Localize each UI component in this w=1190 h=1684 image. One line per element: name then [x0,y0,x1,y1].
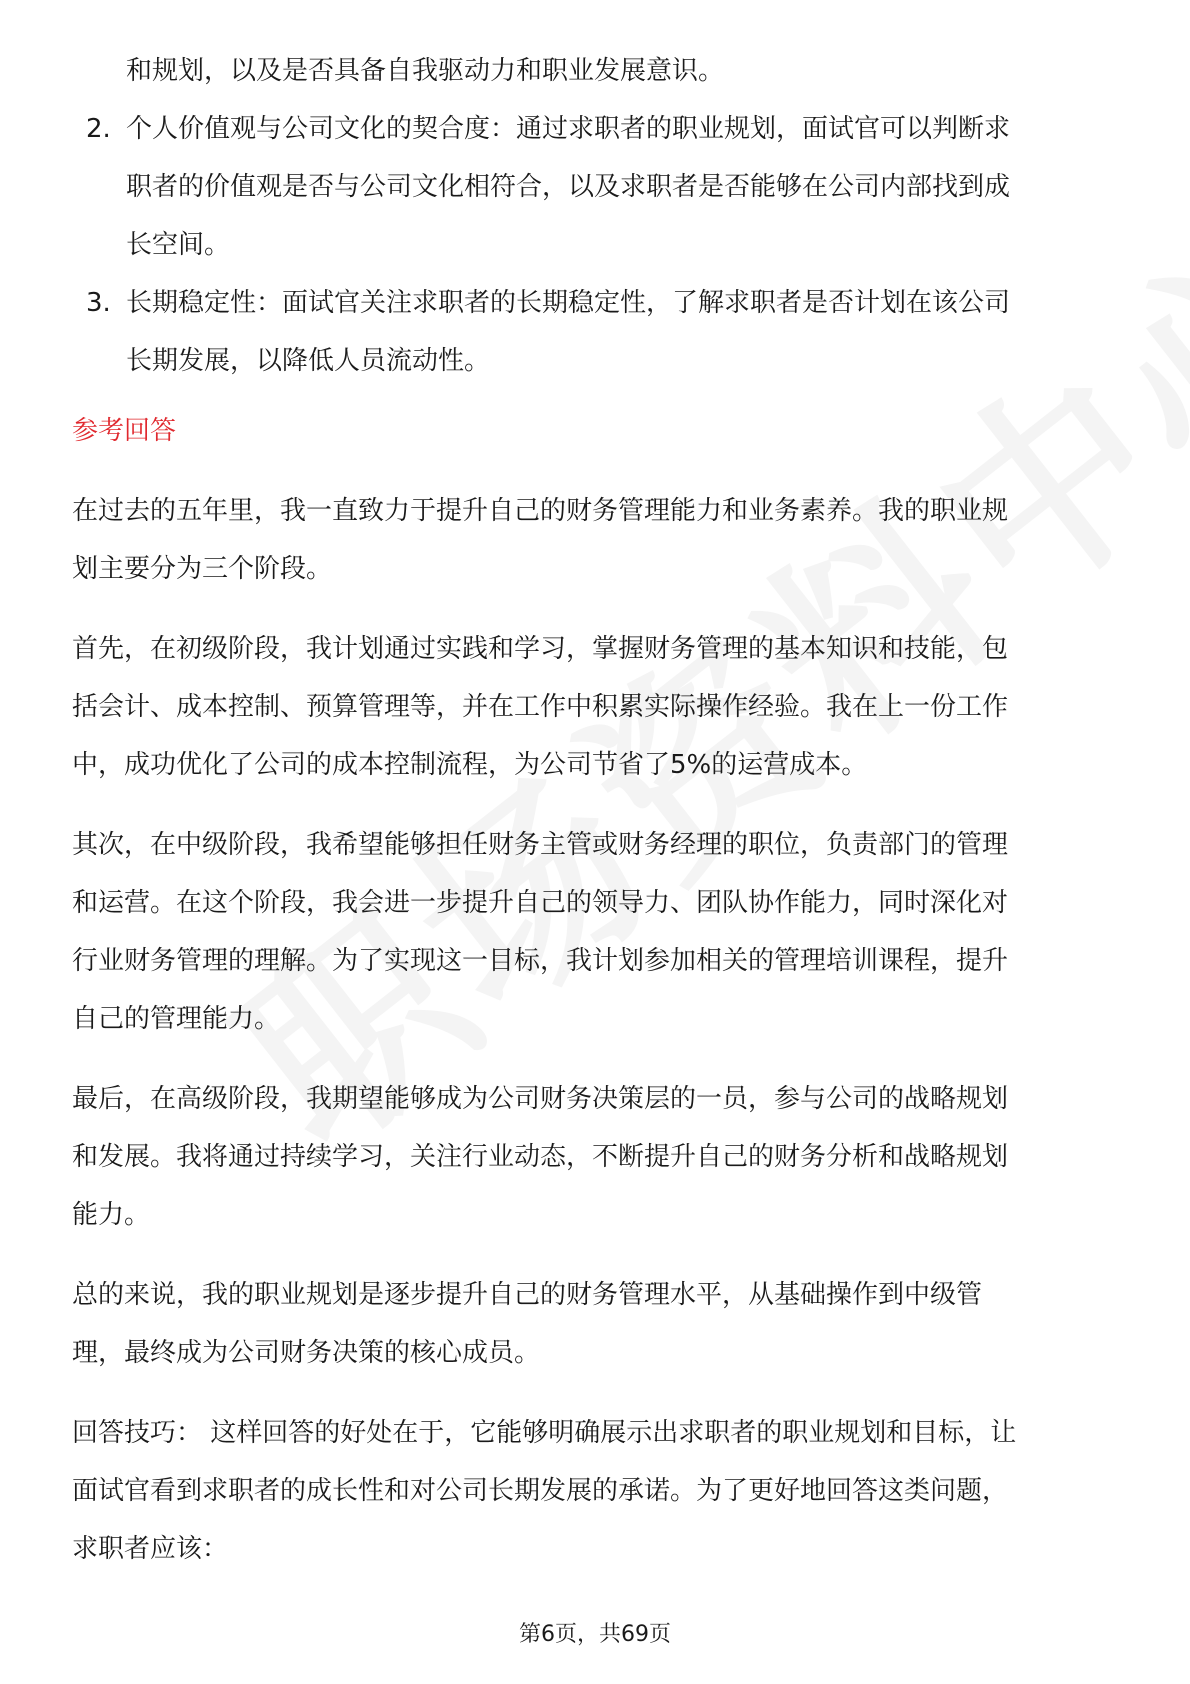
paragraph-first-stage [72,620,1122,794]
section-heading: 参考回答 [72,416,177,446]
list-item-2 [72,100,1122,274]
list-item-3 [72,274,1122,390]
paragraph-line: 能力。 [72,1200,151,1230]
paragraph-line: 面试官看到求职者的成长性和对公司长期发展的承诺。为了更好地回答这类问题， [72,1476,1009,1506]
paragraph-second-stage [72,816,1122,1048]
paragraph-line: 其次，在中级阶段，我希望能够担任财务主管或财务经理的职位，负责部门的管理 [72,830,1009,860]
paragraph-line: 在过去的五年里，我一直致力于提升自己的财务管理能力和业务素养。我的职业规 [72,496,1009,526]
paragraph-line: 自己的管理能力。 [72,1004,281,1034]
paragraph-line: 总的来说，我的职业规划是逐步提升自己的财务管理水平，从基础操作到中级管 [72,1280,983,1310]
paragraph-line: 求职者应该： [72,1534,229,1564]
paragraph-line: 括会计、成本控制、预算管理等，并在工作中积累实际操作经验。我在上一份工作 [72,692,1009,722]
paragraph-summary [72,1266,1122,1382]
list-item-line: 个人价值观与公司文化的契合度：通过求职者的职业规划，面试官可以判断求 [126,114,1011,144]
list-number: 2. [86,114,111,144]
paragraph-line: 行业财务管理的理解。为了实现这一目标，我计划参加相关的管理培训课程，提升 [72,946,1009,976]
paragraph-third-stage [72,1070,1122,1244]
paragraph-line: 回答技巧： 这样回答的好处在于，它能够明确展示出求职者的职业规划和目标，让 [72,1418,1017,1448]
page-content [72,42,1122,1578]
list-item-line: 长期稳定性：面试官关注求职者的长期稳定性，了解求职者是否计划在该公司 [126,288,1011,318]
intro-continuation: 和规划，以及是否具备自我驱动力和职业发展意识。 [126,56,725,86]
list-number: 3. [86,288,111,318]
paragraph-line: 最后，在高级阶段，我期望能够成为公司财务决策层的一员，参与公司的战略规划 [72,1084,1009,1114]
paragraph-line: 和运营。在这个阶段，我会进一步提升自己的领导力、团队协作能力，同时深化对 [72,888,1009,918]
paragraph-line: 首先，在初级阶段，我计划通过实践和学习，掌握财务管理的基本知识和技能，包 [72,634,1009,664]
paragraph-intro [72,482,1122,598]
numbered-list [72,100,1122,390]
paragraph-tips [72,1404,1122,1578]
page-footer: 第6页，共69页 [519,1622,671,1647]
paragraph-line: 划主要分为三个阶段。 [72,554,333,584]
list-item-line: 长期发展，以降低人员流动性。 [126,346,491,376]
paragraph-line: 中，成功优化了公司的成本控制流程，为公司节省了5%的运营成本。 [72,750,868,780]
paragraph-line: 理，最终成为公司财务决策的核心成员。 [72,1338,541,1368]
paragraph-line: 和发展。我将通过持续学习，关注行业动态，不断提升自己的财务分析和战略规划 [72,1142,1009,1172]
list-item-line: 长空间。 [126,230,231,260]
list-item-line: 职者的价值观是否与公司文化相符合，以及求职者是否能够在公司内部找到成 [126,172,1011,202]
